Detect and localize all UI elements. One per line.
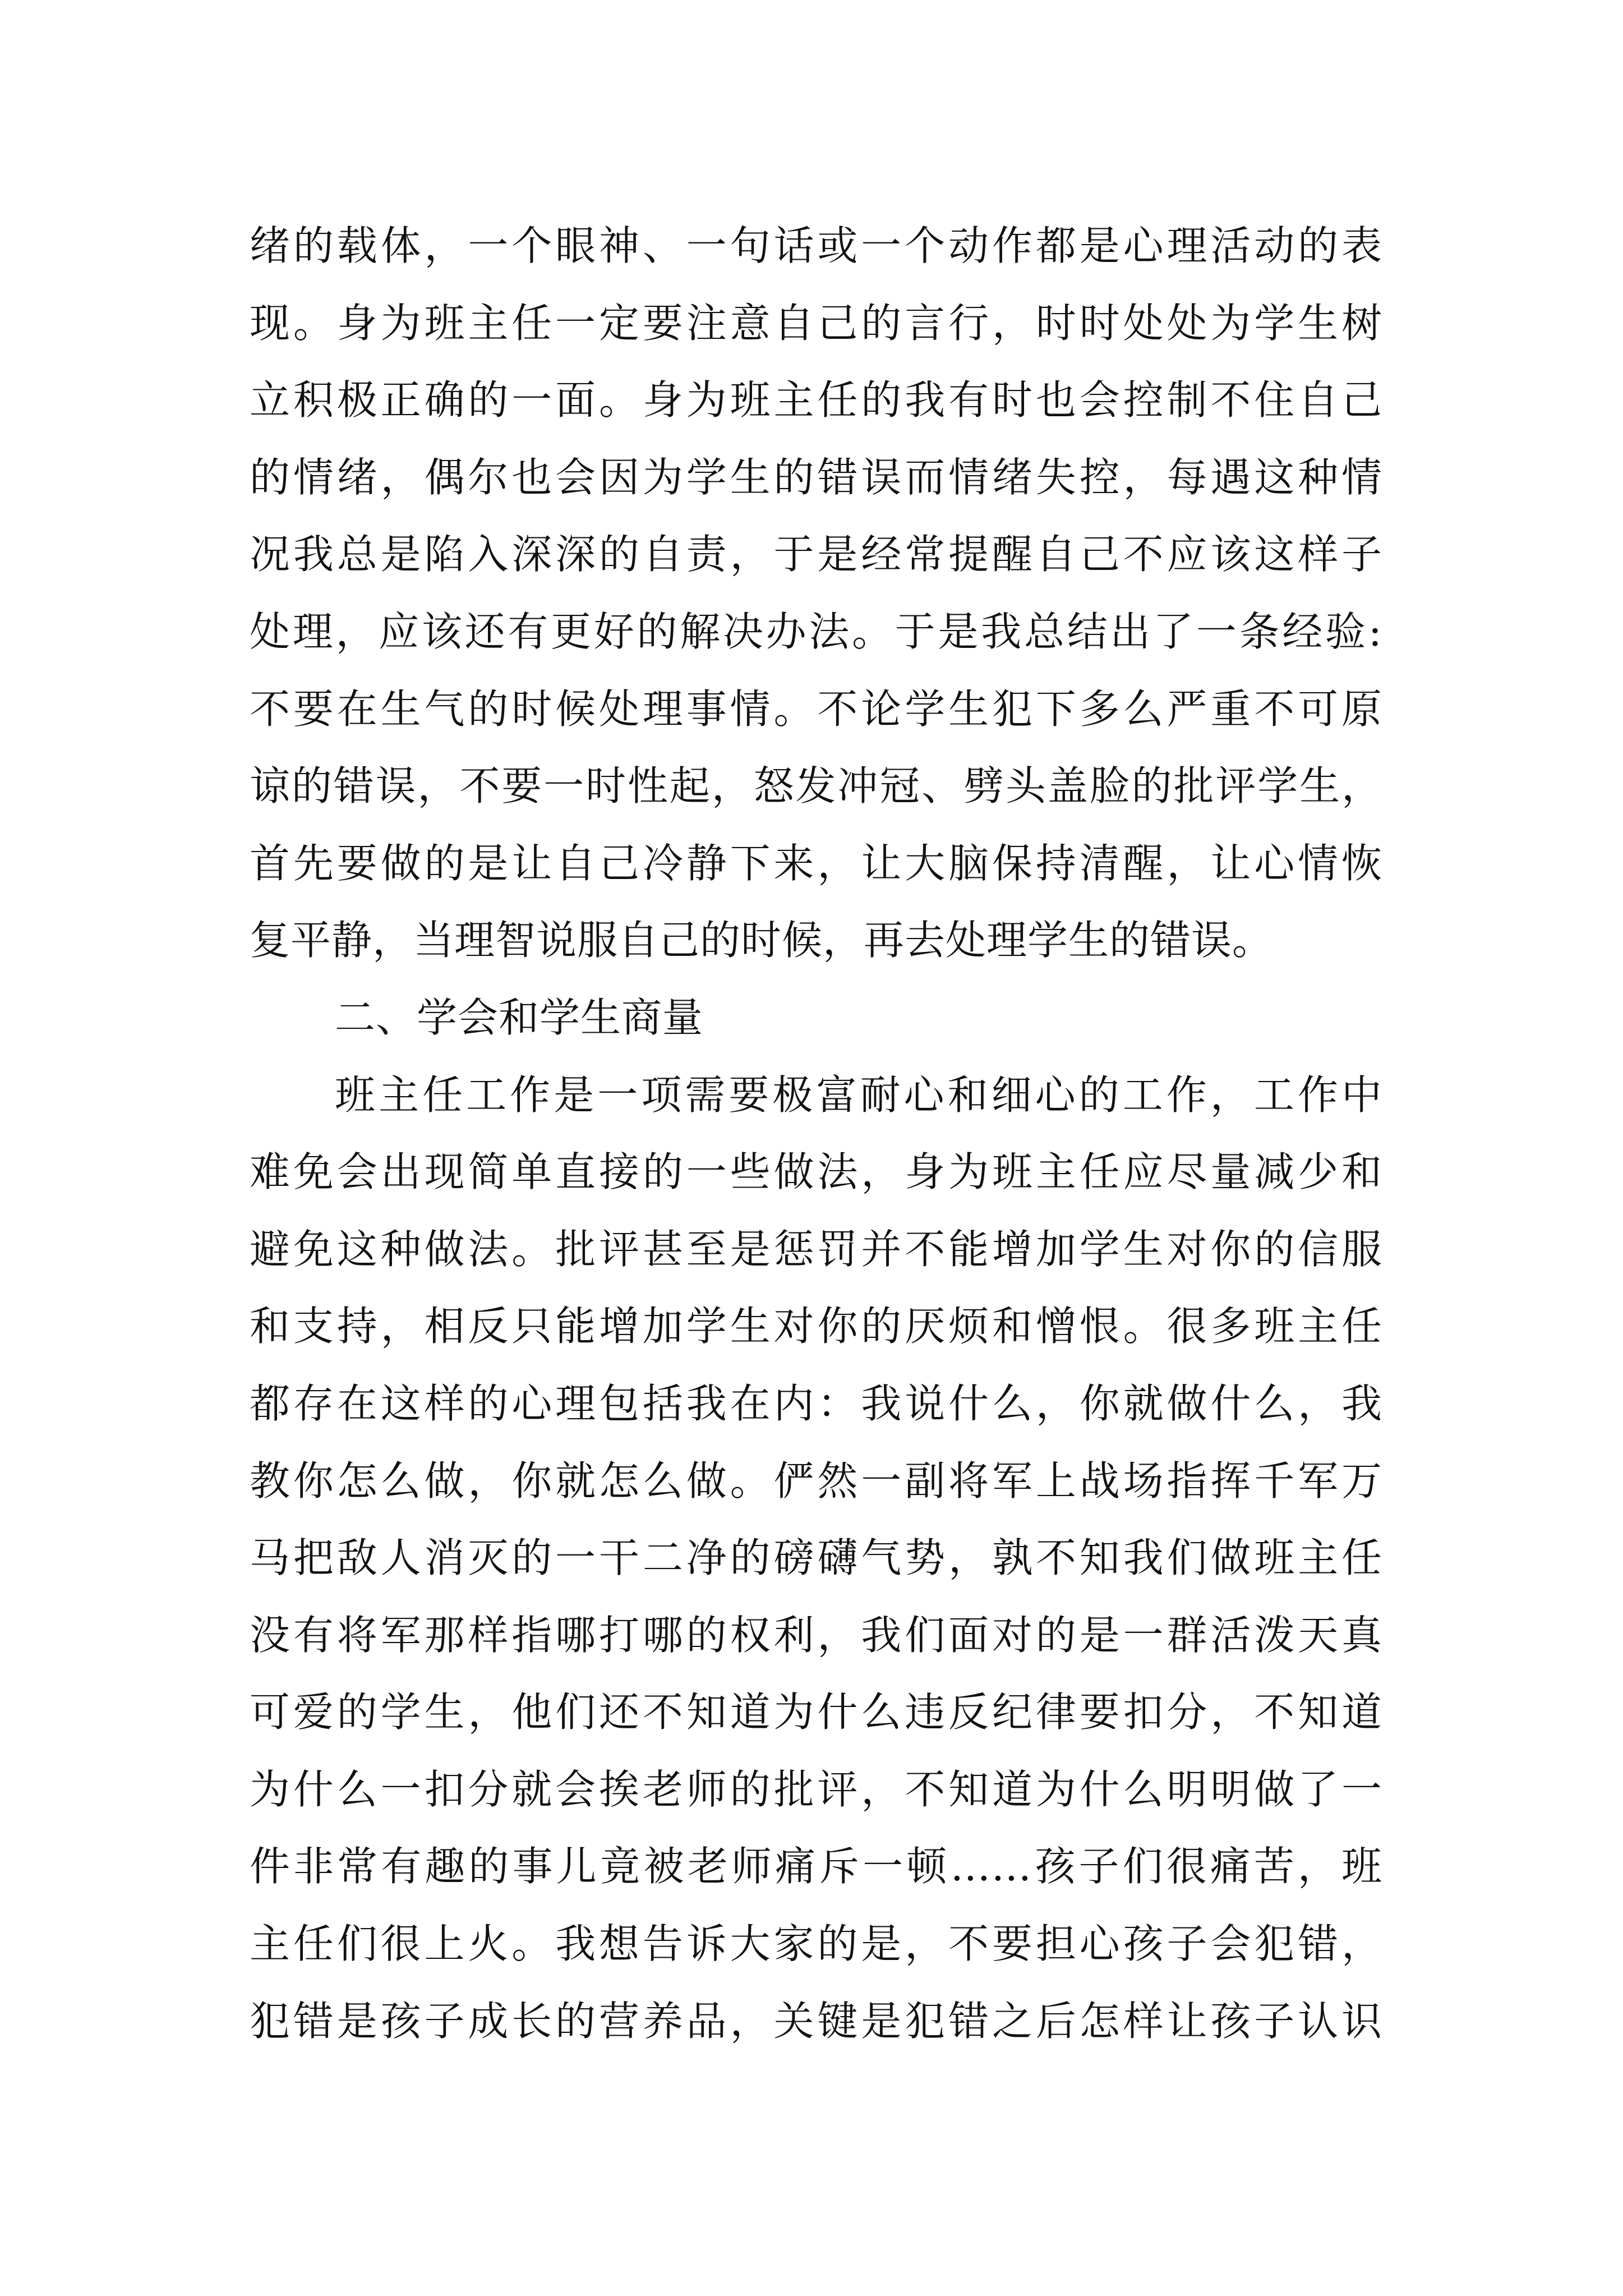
text-line: 犯错是孩子成长的营养品，关键是犯错之后怎样让孩子认识 bbox=[250, 1997, 1382, 2045]
text-line: 没有将军那样指哪打哪的权利，我们面对的是一群活泼天真 bbox=[250, 1611, 1382, 1659]
text-line: 都存在这样的心理包括我在内：我说什么，你就做什么，我 bbox=[250, 1379, 1382, 1427]
text-line: 难免会出现简单直接的一些做法，身为班主任应尽量减少和 bbox=[250, 1148, 1382, 1196]
text-line: 首先要做的是让自己冷静下来，让大脑保持清醒，让心情恢 bbox=[250, 839, 1382, 887]
text-line: 处理，应该还有更好的解决办法。于是我总结出了一条经验: bbox=[250, 608, 1382, 655]
text-line: 复平静，当理智说服自己的时候，再去处理学生的错误。 bbox=[250, 917, 1274, 964]
text-line: 为什么一扣分就会挨老师的批评，不知道为什么明明做了一 bbox=[250, 1765, 1382, 1813]
text-line: 立积极正确的一面。身为班主任的我有时也会控制不住自己 bbox=[250, 376, 1382, 424]
text-line: 不要在生气的时候处理事情。不论学生犯下多么严重不可原 bbox=[250, 685, 1382, 733]
text-line: 和支持，相反只能增加学生对你的厌烦和憎恨。很多班主任 bbox=[250, 1303, 1382, 1350]
text-line: 绪的载体，一个眼神、一句话或一个动作都是心理活动的表 bbox=[250, 222, 1382, 269]
text-line: 的情绪，偶尔也会因为学生的错误而情绪失控，每遇这种情 bbox=[250, 453, 1382, 501]
document-body bbox=[250, 208, 1382, 2060]
text-line: 马把敌人消灭的一干二净的磅礴气势，孰不知我们做班主任 bbox=[250, 1534, 1382, 1582]
section-heading: 二、学会和学生商量 bbox=[335, 993, 704, 1041]
text-line: 避免这种做法。批评甚至是惩罚并不能增加学生对你的信服 bbox=[250, 1225, 1382, 1273]
text-line: 件非常有趣的事儿竟被老师痛斥一顿……孩子们很痛苦，班 bbox=[250, 1843, 1382, 1890]
text-line: 教你怎么做，你就怎么做。俨然一副将军上战场指挥千军万 bbox=[250, 1457, 1382, 1504]
text-line: 况我总是陷入深深的自责，于是经常提醒自己不应该这样子 bbox=[250, 531, 1382, 578]
text-line: 现。身为班主任一定要注意自己的言行，时时处处为学生树 bbox=[250, 299, 1382, 347]
text-line: 班主任工作是一项需要极富耐心和细心的工作，工作中 bbox=[335, 1071, 1382, 1119]
text-line: 主任们很上火。我想告诉大家的是，不要担心孩子会犯错， bbox=[250, 1920, 1382, 1968]
text-line: 谅的错误，不要一时性起，怒发冲冠、劈头盖脸的批评学生， bbox=[250, 762, 1382, 810]
text-line: 可爱的学生，他们还不知道为什么违反纪律要扣分，不知道 bbox=[250, 1688, 1382, 1736]
